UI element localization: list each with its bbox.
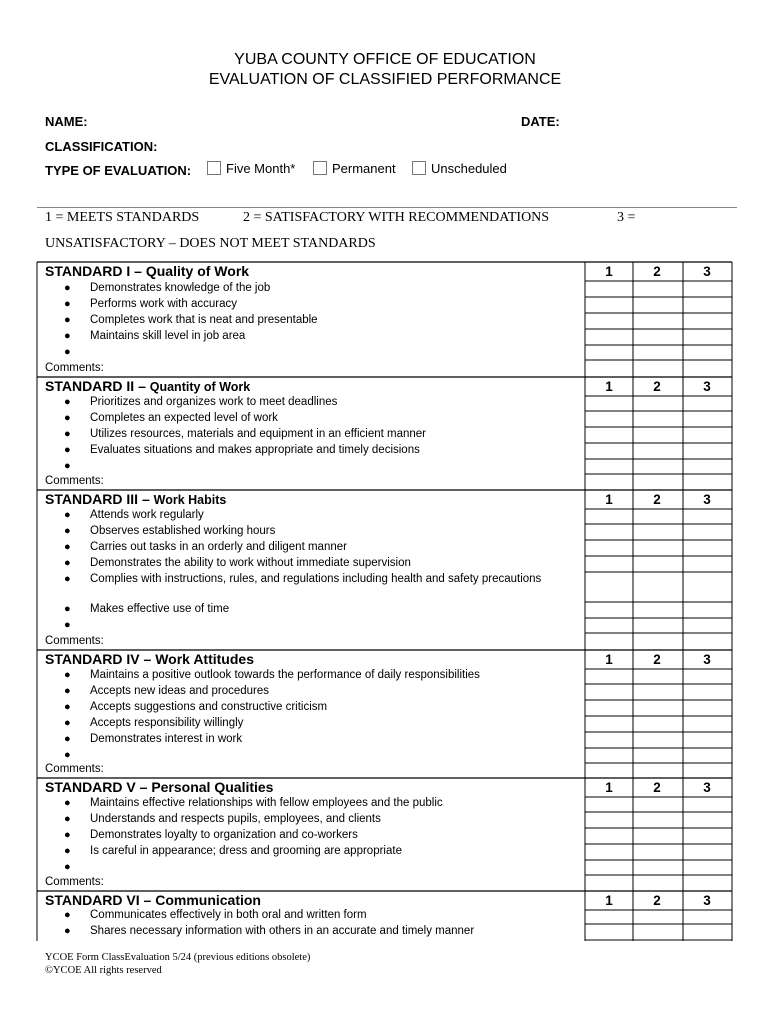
rating-header-1: 1 [605, 893, 613, 908]
criterion-item: Attends work regularly [90, 509, 204, 521]
standard-number: STANDARD VI – [45, 892, 156, 908]
standard-name: Work Habits [153, 493, 227, 507]
rating-header-2: 2 [653, 652, 661, 667]
bullet: ● [64, 603, 71, 615]
scale-unsatisfactory-number: 3 = [617, 210, 636, 225]
bullet: ● [64, 685, 71, 697]
criterion-item: Demonstrates loyalty to organization and co-workers [90, 829, 358, 841]
rating-header-1: 1 [605, 379, 613, 394]
classification-label: CLASSIFICATION: [45, 139, 158, 154]
scale-meets: 1 = MEETS STANDARDS [45, 210, 200, 225]
rating-header-3: 3 [703, 780, 711, 795]
criterion-item: Maintains a positive outlook towards the performance of daily responsibilities [90, 669, 480, 681]
bullet: ● [64, 346, 71, 358]
bullet: ● [64, 396, 71, 408]
standard-title [45, 779, 273, 797]
criterion-item: Prioritizes and organizes work to meet deadlines [90, 396, 338, 408]
bullet: ● [64, 282, 71, 294]
bullet: ● [64, 573, 71, 585]
criterion-item: Completes an expected level of work [90, 412, 278, 424]
bullet: ● [64, 525, 71, 537]
permanent-option-label: Permanent [332, 161, 396, 176]
bullet: ● [64, 749, 71, 761]
criterion-item: Evaluates situations and makes appropriate and timely decisions [90, 444, 420, 456]
rating-header-2: 2 [653, 264, 661, 279]
criterion-item: Observes established working hours [90, 525, 276, 537]
footer-copyright: ©YCOE All rights reserved [45, 965, 162, 976]
bullet: ● [64, 428, 71, 440]
bullet: ● [64, 845, 71, 857]
date-label: DATE: [521, 114, 560, 129]
criterion-item: Makes effective use of time [90, 603, 230, 615]
rating-header-2: 2 [653, 492, 661, 507]
standard-name: Quantity of Work [149, 380, 251, 394]
standard-number: STANDARD IV – [45, 651, 156, 667]
rating-header-3: 3 [703, 893, 711, 908]
bullet: ● [64, 733, 71, 745]
evaluation-type-label: TYPE OF EVALUATION: [45, 163, 192, 178]
form-title-line1: YUBA COUNTY OFFICE OF EDUCATION [234, 51, 536, 68]
criterion-item: Complies with instructions, rules, and regulations including health and safety precautions [90, 573, 542, 585]
bullet: ● [64, 701, 71, 713]
rating-header-3: 3 [703, 379, 711, 394]
standard-number: STANDARD II – [45, 378, 150, 394]
standard-name: Communication [155, 892, 261, 908]
bullet: ● [64, 797, 71, 809]
bullet: ● [64, 909, 71, 921]
criterion-item: Carries out tasks in an orderly and diligent manner [90, 541, 347, 553]
comments-label: Comments: [45, 763, 104, 775]
scale-unsatisfactory: UNSATISFACTORY – DOES NOT MEET STANDARDS [45, 236, 376, 251]
rating-header-2: 2 [653, 379, 661, 394]
name-label: NAME: [45, 114, 88, 129]
bullet: ● [64, 829, 71, 841]
criterion-item: Demonstrates knowledge of the job [90, 282, 271, 294]
standard-title [45, 651, 254, 669]
standard-title [45, 378, 250, 396]
rating-header-1: 1 [605, 492, 613, 507]
criterion-item: Maintains skill level in job area [90, 330, 246, 342]
bullet: ● [64, 460, 71, 472]
bullet: ● [64, 813, 71, 825]
comments-label: Comments: [45, 362, 104, 374]
criterion-item: Performs work with accuracy [90, 298, 237, 310]
standard-title [45, 491, 226, 509]
standard-number: STANDARD I – [45, 263, 146, 279]
five-month-option-label: Five Month* [226, 161, 296, 176]
rating-header-3: 3 [703, 492, 711, 507]
bullet: ● [64, 669, 71, 681]
bullet: ● [64, 717, 71, 729]
comments-label: Comments: [45, 876, 104, 888]
criterion-item: Accepts responsibility willingly [90, 717, 244, 729]
form-title-line2: EVALUATION OF CLASSIFIED PERFORMANCE [208, 71, 562, 88]
rating-header-3: 3 [703, 652, 711, 667]
bullet: ● [64, 557, 71, 569]
bullet: ● [64, 541, 71, 553]
bullet: ● [64, 861, 71, 873]
unscheduled-option-label: Unscheduled [431, 161, 507, 176]
rating-header-2: 2 [653, 893, 661, 908]
bullet: ● [64, 314, 71, 326]
comments-label: Comments: [45, 635, 104, 647]
criterion-item: Accepts suggestions and constructive criticism [90, 701, 328, 713]
scale-satisfactory: 2 = SATISFACTORY WITH RECOMMENDATIONS [243, 210, 550, 225]
bullet: ● [64, 298, 71, 310]
criterion-item: Utilizes resources, materials and equipment in an efficient manner [90, 428, 427, 440]
criterion-item: Demonstrates the ability to work without immediate supervision [90, 557, 411, 569]
standard-number: STANDARD V – [45, 779, 152, 795]
standard-name: Quality of Work [145, 263, 250, 279]
rating-header-1: 1 [605, 264, 613, 279]
standard-name: Personal Qualities [151, 779, 274, 795]
criterion-item: Accepts new ideas and procedures [90, 685, 269, 697]
standard-number: STANDARD III – [45, 491, 154, 507]
bullet: ● [64, 330, 71, 342]
rating-header-1: 1 [605, 780, 613, 795]
criterion-item: Completes work that is neat and presentable [90, 314, 318, 326]
criterion-item: Is careful in appearance; dress and grooming are appropriate [90, 845, 402, 857]
rating-header-3: 3 [703, 264, 711, 279]
rating-header-1: 1 [605, 652, 613, 667]
bullet: ● [64, 412, 71, 424]
criterion-item: Shares necessary information with others in an accurate and timely manner [90, 925, 475, 937]
footer-form-id: YCOE Form ClassEvaluation 5/24 (previous editions obsolete) [45, 952, 311, 963]
criterion-item: Communicates effectively in both oral and written form [90, 909, 367, 921]
bullet: ● [64, 925, 71, 937]
bullet: ● [64, 619, 71, 631]
standard-name: Work Attitudes [155, 651, 254, 667]
bullet: ● [64, 444, 71, 456]
criterion-item: Demonstrates interest in work [90, 733, 243, 745]
criterion-item: Understands and respects pupils, employees, and clients [90, 813, 381, 825]
comments-label: Comments: [45, 475, 104, 487]
rating-header-2: 2 [653, 780, 661, 795]
bullet: ● [64, 509, 71, 521]
criterion-item: Maintains effective relationships with fellow employees and the public [90, 797, 443, 809]
standard-title [45, 263, 249, 281]
